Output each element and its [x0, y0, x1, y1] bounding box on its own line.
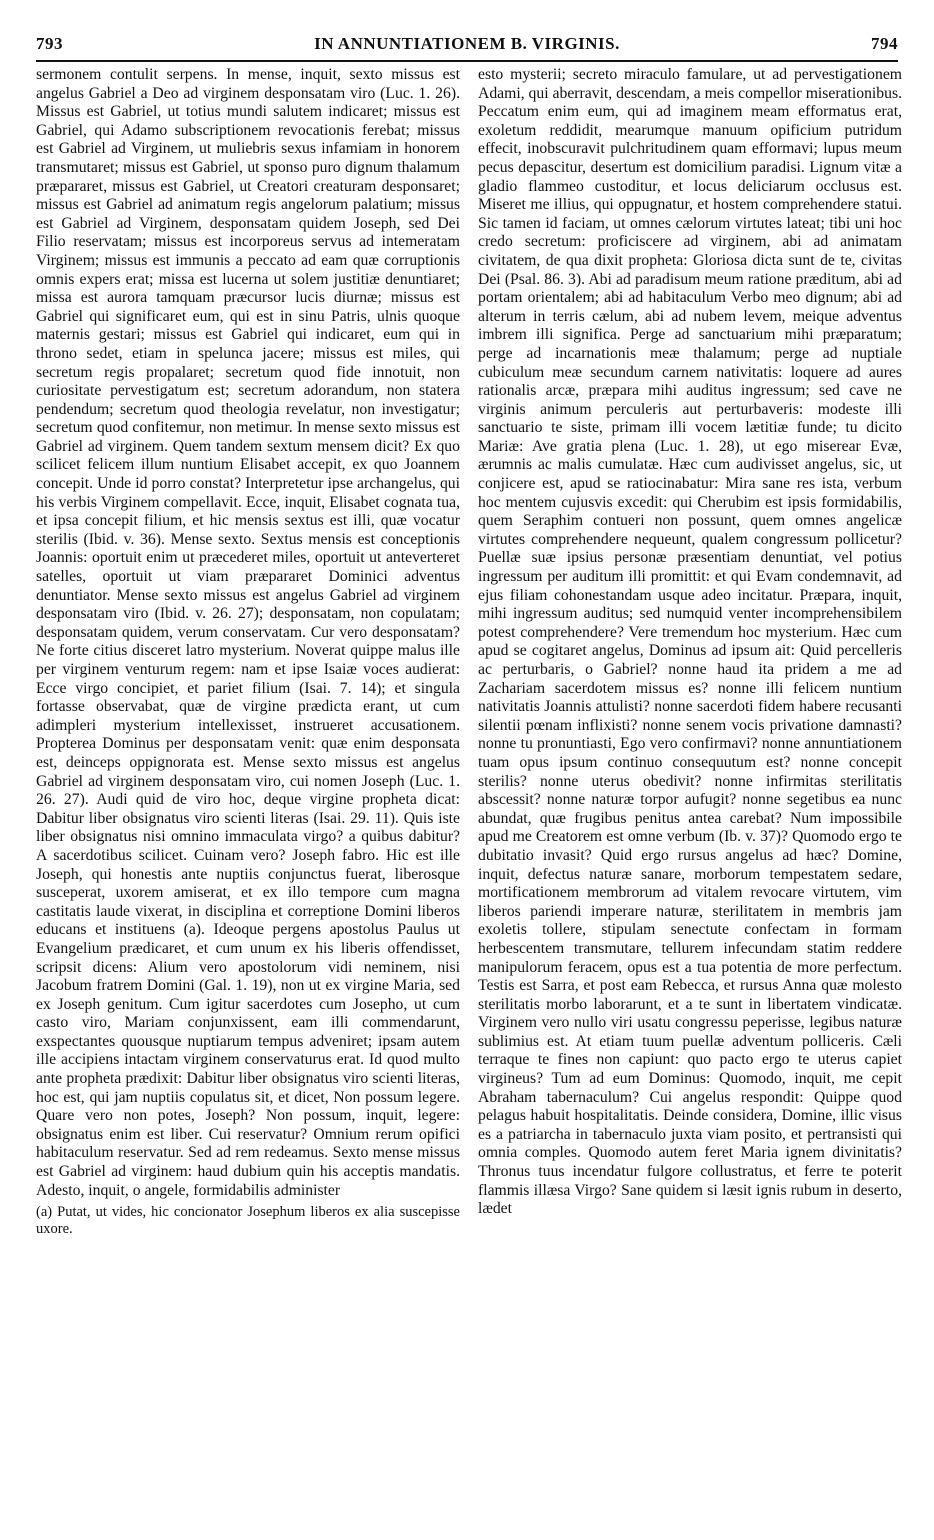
left-column-text: sermonem contulit serpens. In mense, inquit, sexto missus est angelus Gabriel a Deo ad virginem desponsatam viro (Luc. 1. 26). Missus est Gabriel, ut totius mundi salutem indicaret; missus est Gabriel, qui Adamo subscriptionem revocationis ferebat; missus est Gabriel ad Virginem, ut muliebris sexus infamiam in honorem transmutaret; missus est Gabriel, ut sponso puro dignum thalamum præpararet, missus est Gabriel, ut Creatori creaturam desponsaret; missus est Gabriel ad animatum regis angelorum palatium; missus est Gabriel ad Virginem, desponsatam quidem Joseph, sed Dei Filio reservatam; missus est incorporeus servus ad intemeratam Virginem; missus est immunis a peccato ad eam quæ corruptionis omnis expers erat; missa est lucerna ut solem justitiæ denuntiaret; missa est aurora tamquam præcursor lucis diurnæ; missus est Gabriel qui significaret eum, qui est in sinu Patris, ulnis quoque maternis gestari; missus est Gabriel qui indicaret, eum qui in throno sedet, etiam in spelunca jacere; missus est miles, qui secretum regis propalaret; secretum quod fide innotuit, non curiositate pervestigatum est; secretum adorandum, non statera pendendum; secretum quod theologia revelatur, non investigatur; secretum quod confitemur, non metimur. In mense sexto missus est Gabriel ad virginem. Quem tandem sextum mensem dicit? Ex quo scilicet felicem illum nuntium Elisabet accepit, ex quo Joannem concepit. Unde id porro constat? Interpretetur ipse archangelus, qui his verbis Virginem compellavit. Ecce, inquit, Elisabet cognata tua, et ipsa concepit filium, et hic mensis sextus est illi, quæ vocatur sterilis (Ibid. v. 36). Mense sexto. Sextus mensis est conceptionis Joannis: oportuit enim ut præcederet miles, oportuit ut anteverteret satelles, oportuit ut viam præpararet Dominici adventus denuntiator. Mense sexto missus est angelus Gabriel ad virginem desponsatam viro (Ibid. v. 26. 27); desponsatam, non copulatam; desponsatam quidem, verum conservatam. Cur vero desponsatam? Ne forte citius disceret latro mysterium. Noverat quippe malus ille per virginem venturum regem: nam et ipse Isaiæ voces audierat: Ecce virgo concipiet, et pariet filium (Isai. 7. 14); et singula fortasse observabat, quæ de virgine prædicta erant, ut cum adimpleri mysterium intellexisset, instrueret accusationem. Propterea Dominus per desponsatam venit: quæ enim desponsata est, deinceps oppignorata est. Mense sexto missus est angelus Gabriel ad virginem desponsatam viro, cui nomen Joseph (Luc. 1. 26. 27). Audi quid de viro hoc, deque virgine propheta dicat: Dabitur liber obsignatus viro scienti literas (Isai. 29. 11). Quis iste liber obsignatus nisi omnino immaculata virgo? a quibus dabitur? A sacerdotibus scilicet. Cuinam vero? Joseph fabro. Hic est ille Joseph, qui honestis ante nuptiis conjunctus fuerat, liberosque susceperat, uxorem amiserat, et ex illo tempore cum magna castitatis laude vixerat, in disciplina et correptione Domini liberos educans et instituens (a). Ideoque pergens apostolus Paulus ut Evangelium prædicaret, et cum unum ex his liberis offendisset, scripsit dicens: Alium vero apostolorum vidi neminem, nisi Jacobum fratrem Domini (Gal. 1. 19), non ut ex virgine Maria, sed ex Joseph genitum. Cum igitur sacerdotes cum Josepho, ut cum casto viro, Mariam conjunxissent, eam illi commendarunt, exspectantes quousque nuptiarum tempus adveniret; ipsam autem ille accipiens intactam virginem conservaturus erat. Id quod multo ante propheta prædixit: Dabitur liber obsignatus viro scienti literas, hoc est, qui jam nuptiis copulatus sit, et dicet, Non possum legere. Quare vero non potes, Joseph? Non possum, inquit, legere: obsignatus enim est liber. Cui reservatur? Omnium rerum opifici habitaculum reservatur. Sed ad rem redeamus. Sexto mense missus est Gabriel ad virginem: haud dubium quin his acceptis mandatis. Adesto, inquit, o angele, formidabilis administer: [36, 66, 460, 1199]
page-number-right: 794: [871, 34, 898, 53]
left-column: [36, 66, 460, 1238]
running-title: IN ANNUNTIATIONEM B. VIRGINIS.: [314, 34, 620, 53]
right-column-text: esto mysterii; secreto miraculo famulare, ut ad pervestigationem Adami, qui aberravit, descendam, a meis compellor miserationibus. Peccatum enim eum, qui ad imaginem meam efformatus erat, exoletum reddidit, mearumque manuum opificium putridum effecit, inobscuravit pulchritudinem quam efformavi; lupus meum pecus depascitur, desertum est domicilium paradisi. Lignum vitæ a gladio flammeo custoditur, et locus deliciarum occlusus est. Miseret me illius, qui oppugnatur, et hostem comprehendere statui. Sic tamen id faciam, ut omnes cælorum virtutes lateat; tibi uni hoc credo secretum: proficiscere ad virginem, abi ad animatam civitatem, de qua dixit propheta: Gloriosa dicta sunt de te, civitas Dei (Psal. 86. 3). Abi ad paradisum meum ratione præditum, abi ad portam orientalem; abi ad habitaculum Verbo meo dignum; abi ad alterum in terris cælum, abi ad nubem levem, meique adventus imbrem illi significa. Perge ad sanctuarium mihi præparatum; perge ad incarnationis meæ thalamum; perge ad nuptiale cubiculum meæ secundum carnem nativitatis: loquere ad aures rationalis arcæ, præpara mihi auditus ingressum; sed cave ne virginis animum perculeris aut perturbaveris: modeste illi sanctuario te siste, primam illi vocem lætitiæ funde; tu dicito Mariæ: Ave gratia plena (Luc. 1. 28), ut ego miserear Evæ, ærumnis ac malis cumulatæ. Hæc cum audivisset angelus, sic, ut conjicere est, apud se ratiocinabatur: Mira sane res ista, verbum hoc mentem cujusvis excedit: qui Cherubim est ipsis formidabilis, quem Seraphim contueri non possunt, quem omnes angelicæ virtutes comprehendere nequeunt, qualem congressum pollicetur? Puellæ suæ ipsius personæ præsentiam denuntiat, vel potius ingressum per auditum illi promittit: et qui Evam condemnavit, ad ejus filiam cohonestandam usque adeo incitatur. Præpara, inquit, mihi ingressum auditus; sed numquid venter incomprehensibilem potest comprehendere? Vere tremendum hoc mysterium. Hæc cum apud se cogitaret angelus, Dominus ad ipsum ait: Quid percelleris ac perturbaris, o Gabriel? nonne haud ita pridem a me ad Zachariam sacerdotem missus es? nonne illi felicem nuntium nativitatis Joannis attulisti? nonne sacerdoti fidem habere recusanti silentii pœnam inflixisti? nonne senem vocis privatione damnasti? nonne tu pronuntiasti, Ego vero confirmavi? nonne annuntiationem tuam opus ipsum continuo consequutum est? nonne concepit sterilis? nonne uterus obedivit? nonne infirmitas sterilitatis abscessit? nonne naturæ torpor aufugit? nonne segetibus ea nunc abundat, quæ frugibus penitus antea carebat? Num impossibile apud me Creatorem est omne verbum (Ib. v. 37)? Quomodo ergo te dubitatio invasit? Quid ergo rursus angelus ad hæc? Domine, inquit, defectus naturæ sanare, morborum tempestatem sedare, mortificationem membrorum ad vitalem revocare virtutem, vim liberos pariendi imperare naturæ, sterilitatem in membris jam exoletis tollere, stipulam senectute confectam in formam herbescentem transmutare, tellurem infecundam statim reddere manipulorum feracem, opus est a tua potentia de more perfectum. Testis est Sarra, et post eam Rebecca, et rursus Anna quæ molesto sterilitatis morbo laborarunt, et a te sunt in libertatem vindicatæ. Virginem vero nullo viri usatu congressu peperisse, legibus naturæ sublimius est. At etiam tuum puellæ adventum polliceris. Cæli terraque te fines non capiunt: quo pacto ergo te uterus capiet virgineus? Tum ad eum Dominus: Quomodo, inquit, me cepit Abraham tabernaculum? Cui angelus respondit: Quippe quod pelagus habuit hospitalitatis. Deinde considera, Domine, illic visus es a patriarcha in tabernaculo juxta viam posito, et pertransisti qui omnia comples. Quomodo autem feret Maria ignem divinitatis? Thronus tuus incendatur fulgore collustratus, et ferre te poterit flammis illæsa Virgo? Sane quidem si læsit ignis rubum in deserto, lædet: [478, 66, 902, 1218]
footnote: (a) Putat, ut vides, hic concionator Josephum liberos ex alia suscepisse uxore.: [36, 1204, 460, 1238]
header-rule: [36, 60, 898, 62]
page-number-left: 793: [36, 34, 63, 53]
running-header: [36, 34, 898, 60]
right-column: [478, 66, 902, 1219]
